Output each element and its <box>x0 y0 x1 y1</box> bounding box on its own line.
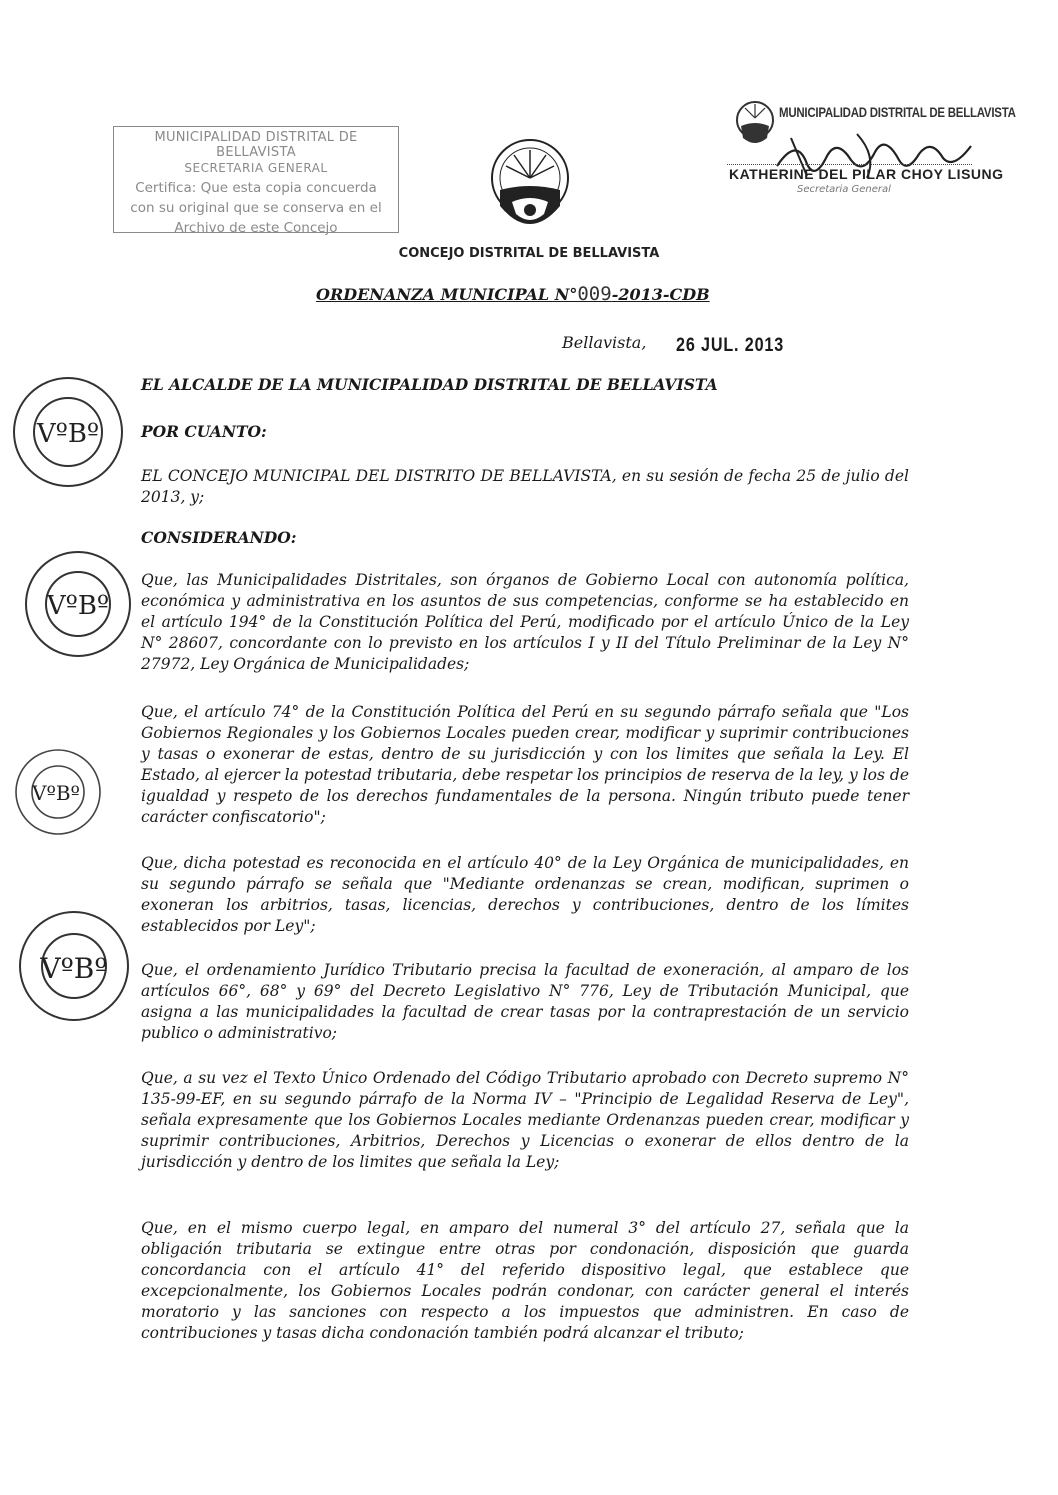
cert-line-1: MUNICIPALIDAD DISTRITAL DE BELLAVISTA <box>154 130 358 160</box>
cert-line-2: SECRETARIA GENERAL <box>184 161 328 175</box>
secretary-name: KATHERINE DEL PILAR CHOY LISUNG <box>729 166 1004 182</box>
paragraph-4: Que, el ordenamiento Jurídico Tributario precisa la facultad de exoneración, al amparo de los artículos 66°, 68° y 69° del Decreto Legislativo N° 776, Ley de Tributación Municipal, que asigna a las municipalidades la facultad de crear tasas por la contraprestación de un servicio publico o administrativo; <box>141 961 909 1042</box>
seal-icon <box>8 742 108 842</box>
cert-line-4: con su original que se conserva en el <box>130 200 382 216</box>
margin-seal-alcaldia <box>14 906 134 1026</box>
signature-line <box>727 164 972 165</box>
seal-icon <box>18 544 138 664</box>
secretary-role: Secretaria General <box>797 184 891 195</box>
cert-line-3: Certifica: Que esta copia concuerda <box>135 180 377 196</box>
secretary-stamp-title: MUNICIPALIDAD DISTRITAL DE BELLAVISTA <box>779 104 1016 120</box>
secretary-stamp <box>727 96 1016 246</box>
date-stamp: 26 JUL. 2013 <box>676 335 785 356</box>
seal-center-text: VºBº <box>32 781 80 805</box>
intro-paragraph: EL CONCEJO MUNICIPAL DEL DISTRITO DE BELLAVISTA, en su sesión de fecha 25 de julio del 2013, y; <box>141 467 909 506</box>
ordinance-prefix: ORDENANZA MUNICIPAL N° <box>316 285 578 304</box>
coat-of-arms-icon <box>478 132 582 244</box>
margin-seal-bellavista-small <box>8 742 128 862</box>
ordinance-suffix: -2013-CDB <box>611 285 710 304</box>
seal-center-text: VºBº <box>40 952 108 985</box>
paragraph-1: Que, las Municipalidades Distritales, son órganos de Gobierno Local con autonomía política, económica y administrativa en los asuntos de sus competencias, conforme se ha establecido en el artículo 194° de la Constitución Política del Perú, modificado por el artículo Único de la Ley N° 28607, concordante con lo previsto en los artículos I y II del Título Preliminar de la Ley N° 27972, Ley Orgánica de Municipalidades; <box>141 571 909 673</box>
ordinance-title <box>316 283 710 305</box>
place-label: Bellavista, <box>562 333 647 352</box>
municipal-logo <box>478 132 582 244</box>
paragraph-3: Que, dicha potestad es reconocida en el artículo 40° de la Ley Orgánica de municipalidades, en su segundo párrafo se señala que "Mediante ordenanzas se crean, modifican, suprimen o exoneran los arbitrios, tasas, licencias, derechos y contribuciones, dentro de los límites establecidos por Ley"; <box>141 854 909 935</box>
ordinance-number: 009 <box>577 283 612 305</box>
margin-seal-tributaria <box>18 544 138 664</box>
por-cuanto-heading: POR CUANTO: <box>141 422 267 441</box>
margin-seal-secretaria <box>8 372 128 492</box>
paragraph-2: Que, el artículo 74° de la Constitución Política del Perú en su segundo párrafo señala que "Los Gobiernos Regionales y los Gobiernos Locales pueden crear, modificar y suprimir contribuciones y tasas o exonerar de estas, dentro de su jurisdicción y con los limites que señala la Ley. El Estado, al ejercer la potestad tributaria, debe respetar los principios de reserva de la ley, y los de igualdad y respeto de los derechos fundamentales de la persona. Ningún tributo puede tener carácter confiscatorio"; <box>141 703 909 826</box>
seal-center-text: VºBº <box>46 591 110 621</box>
cert-line-5: Archivo de este Concejo <box>174 220 338 236</box>
council-name: CONCEJO DISTRITAL DE BELLAVISTA <box>398 246 660 261</box>
seal-center-text: VºBº <box>36 419 100 449</box>
paragraph-5: Que, a su vez el Texto Único Ordenado del Código Tributario aprobado con Decreto supremo N° 135-99-EF, en su segundo párrafo de la Norma IV – "Principio de Legalidad Reserva de Ley", señala expresamente que los Gobiernos Locales mediante Ordenanzas pueden crear, modificar y suprimir contribuciones, Arbitrios, Derechos y Licencias o exonerar de ellos dentro de la jurisdicción y dentro de los limites que señala la Ley; <box>141 1069 909 1171</box>
certification-stamp <box>113 126 399 236</box>
seal-icon <box>14 906 134 1026</box>
seal-icon <box>8 372 128 492</box>
considerando-heading: CONSIDERANDO: <box>141 528 297 547</box>
paragraph-6: Que, en el mismo cuerpo legal, en amparo del numeral 3° del artículo 27, señala que la obligación tributaria se extingue entre otras por condonación, disposición que guarda concordancia con el artículo 41° del referido dispositivo legal, que establece que excepcionalmente, los Gobiernos Locales podrán condonar, con carácter general el interés moratorio y las sanciones con respecto a los impuestos que administren. En caso de contribuciones y tasas dicha condonación también podrá alcanzar el tributo; <box>141 1219 909 1342</box>
alcalde-heading: EL ALCALDE DE LA MUNICIPALIDAD DISTRITAL DE BELLAVISTA <box>141 375 718 394</box>
